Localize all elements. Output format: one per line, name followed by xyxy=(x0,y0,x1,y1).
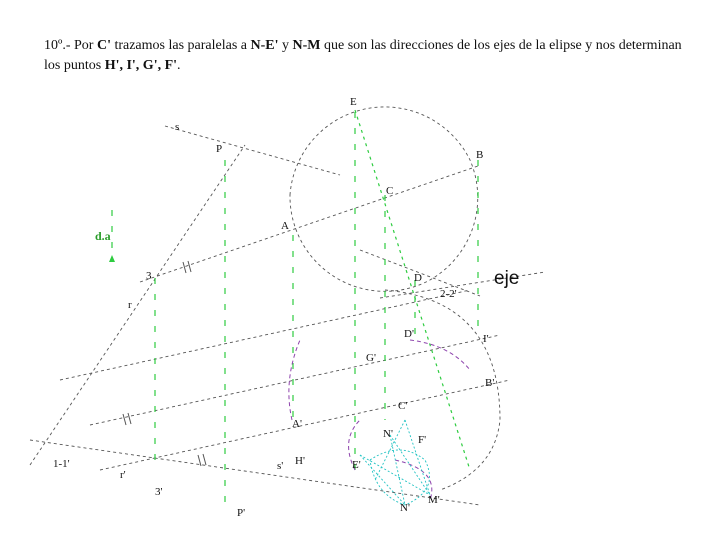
section-E-N xyxy=(360,455,405,505)
label-eje: eje xyxy=(494,268,520,289)
caption-conj: y xyxy=(278,38,293,53)
line-eje xyxy=(380,272,545,298)
label-Pp: P' xyxy=(237,507,246,519)
label-Cp: C' xyxy=(398,400,408,412)
label-Np: N' xyxy=(383,428,393,440)
tick-mark xyxy=(128,413,131,424)
caption-point: C' xyxy=(96,38,111,53)
label-Ip: I' xyxy=(483,333,489,345)
label-B: B xyxy=(476,149,484,161)
label-2-2p: 2-2' xyxy=(440,288,457,300)
caption-end: . xyxy=(177,58,181,73)
label-P: P xyxy=(216,143,223,155)
line-mid-parallel-2 xyxy=(90,335,500,425)
label-A: A xyxy=(281,220,289,232)
tick-mark xyxy=(183,262,186,273)
label-r: r xyxy=(128,299,132,311)
label-s: s xyxy=(175,121,180,133)
label-Fp: F' xyxy=(418,434,427,446)
label-Bp: B' xyxy=(485,377,495,389)
line-upper-parallel xyxy=(140,166,478,282)
caption-line1: N-E' xyxy=(250,38,279,53)
label-Dp: D' xyxy=(404,328,414,340)
label-rp: r' xyxy=(120,469,126,481)
construction-lines xyxy=(30,107,545,505)
caption-mid1: trazamos las paralelas a xyxy=(110,38,251,53)
label-E: E xyxy=(350,96,357,108)
label-Npp: N' xyxy=(400,502,410,514)
line-base xyxy=(30,440,480,505)
ellipse-arc-bottom xyxy=(395,460,432,500)
circle-arc-lower xyxy=(385,290,500,490)
label-3: 3 xyxy=(146,270,152,282)
caption-line2: N-M xyxy=(292,38,321,53)
ellipse-arc-left xyxy=(289,340,300,420)
tick-marks xyxy=(123,261,206,466)
section-lines xyxy=(360,420,430,505)
label-Gp: G' xyxy=(366,352,376,364)
label-Mp: M' xyxy=(428,494,440,506)
ellipse-arc-right xyxy=(410,340,470,370)
tick-mark xyxy=(203,454,206,465)
line-lower-parallel xyxy=(100,380,510,470)
tick-mark xyxy=(123,414,126,425)
caption-prefix: 10º.- Por xyxy=(44,38,97,53)
label-D: D xyxy=(414,272,422,284)
caption-points: H', I', G', F' xyxy=(104,58,178,73)
label-1-1p: 1-1' xyxy=(53,458,70,470)
caption-mid2: que son las direcciones de los ejes de la elipse y nos determinan los puntos xyxy=(44,38,682,73)
line-s xyxy=(165,126,340,175)
label-Ep: E' xyxy=(352,459,361,471)
arrow-icon xyxy=(109,255,115,262)
tick-mark xyxy=(188,261,191,272)
label-Ap: A' xyxy=(292,418,302,430)
label-sp: s' xyxy=(277,460,284,472)
section-C-M xyxy=(405,420,430,495)
line-r xyxy=(30,145,245,465)
label-Hp: H' xyxy=(295,455,305,467)
label-C: C xyxy=(386,185,394,197)
label-3p: 3' xyxy=(155,486,163,498)
label-da: d.a xyxy=(95,229,111,243)
